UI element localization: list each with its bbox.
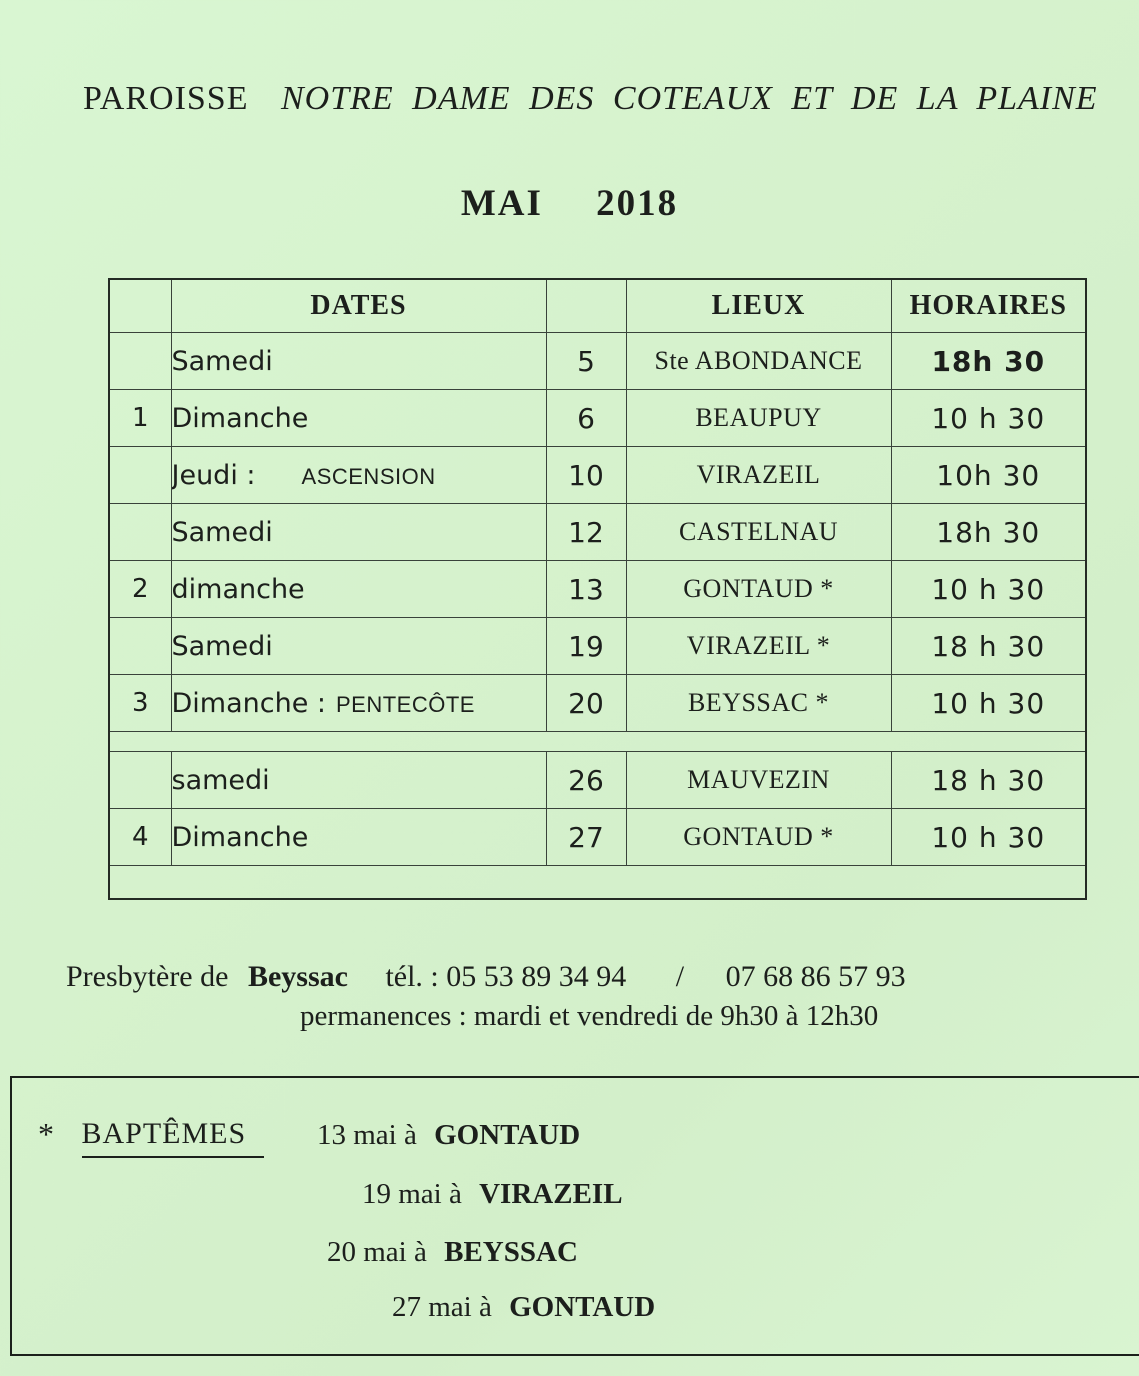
baptism-entry (327, 1236, 578, 1269)
baptism-date: 27 mai à (392, 1291, 492, 1323)
year-label: 2018 (596, 183, 679, 224)
date-cell: 10 (546, 447, 626, 504)
horaire-cell: 18 h 30 (891, 618, 1086, 675)
date-cell: 20 (546, 675, 626, 732)
date-cell: 13 (546, 561, 626, 618)
lieu-cell: VIRAZEIL (626, 447, 891, 504)
week-cell (109, 333, 171, 390)
month-label: MAI (460, 183, 543, 224)
week-cell: 1 (109, 390, 171, 447)
baptism-place: GONTAUD (434, 1119, 581, 1151)
lieu-cell: MAUVEZIN (626, 752, 891, 809)
lieu-cell: VIRAZEIL * (626, 618, 891, 675)
header-lieux: LIEUX (626, 279, 891, 333)
day-cell: Samedi (171, 618, 546, 675)
day-cell: Samedi (171, 504, 546, 561)
week-cell (109, 752, 171, 809)
day-cell: Dimanche (171, 809, 546, 866)
title-parish-word: PAROISSE (83, 80, 249, 117)
phone-number-1: tél. : 05 53 89 34 94 (385, 960, 627, 993)
presbytery-name: Beyssac (247, 960, 348, 993)
baptism-entry (392, 1291, 655, 1324)
table-row (109, 561, 1086, 618)
table-row (109, 504, 1086, 561)
week-cell: 3 (109, 675, 171, 732)
date-cell: 5 (546, 333, 626, 390)
lieu-cell: GONTAUD * (626, 561, 891, 618)
lieu-cell: Ste ABONDANCE (626, 333, 891, 390)
contact-block (66, 960, 1096, 1033)
date-cell: 27 (546, 809, 626, 866)
date-cell: 26 (546, 752, 626, 809)
week-cell (109, 447, 171, 504)
day-cell: samedi (171, 752, 546, 809)
schedule-table (108, 278, 1087, 900)
table-row (109, 675, 1086, 732)
table-row (109, 618, 1086, 675)
baptism-entry (362, 1178, 623, 1211)
baptism-place: VIRAZEIL (479, 1178, 623, 1210)
baptism-date: 20 mai à (327, 1236, 427, 1268)
horaire-cell: 18h 30 (891, 333, 1086, 390)
title-parish-name: NOTRE DAME DES COTEAUX ET DE LA PLAINE (280, 80, 1098, 117)
horaire-cell: 10 h 30 (891, 809, 1086, 866)
date-cell: 12 (546, 504, 626, 561)
week-cell: 4 (109, 809, 171, 866)
feast-label: PENTECÔTE (336, 691, 475, 717)
date-cell: 6 (546, 390, 626, 447)
table-row (109, 447, 1086, 504)
day-cell: Jeudi : ASCENSION (171, 447, 546, 504)
horaire-cell: 10h 30 (891, 447, 1086, 504)
table-row (109, 809, 1086, 866)
horaire-cell: 10 h 30 (891, 390, 1086, 447)
table-row (109, 333, 1086, 390)
baptisms-box (10, 1076, 1139, 1356)
week-cell (109, 618, 171, 675)
feast-label: ASCENSION (301, 463, 436, 489)
day-cell: Samedi (171, 333, 546, 390)
horaire-cell: 10 h 30 (891, 675, 1086, 732)
presbytery-label: Presbytère de (66, 960, 229, 993)
table-row (109, 752, 1086, 809)
separator-row (109, 732, 1086, 752)
month-heading (0, 182, 1139, 225)
phone-separator: / (675, 960, 685, 993)
lieu-cell: GONTAUD * (626, 809, 891, 866)
horaire-cell: 18 h 30 (891, 752, 1086, 809)
table-row (109, 390, 1086, 447)
asterisk-icon: * (38, 1116, 54, 1152)
week-cell (109, 504, 171, 561)
header-horaires: HORAIRES (891, 279, 1086, 333)
baptism-date: 13 mai à (317, 1119, 417, 1151)
lieu-cell: BEAUPUY (626, 390, 891, 447)
baptisms-header (38, 1116, 264, 1158)
baptism-date: 19 mai à (362, 1178, 462, 1210)
header-dates: DATES (171, 279, 546, 333)
week-cell: 2 (109, 561, 171, 618)
day-cell: dimanche (171, 561, 546, 618)
baptism-place: GONTAUD (509, 1291, 656, 1323)
table-header-row (109, 279, 1086, 333)
horaire-cell: 10 h 30 (891, 561, 1086, 618)
day-cell: Dimanche (171, 390, 546, 447)
baptism-entry (317, 1119, 580, 1152)
lieu-cell: BEYSSAC * (626, 675, 891, 732)
header-daynum (546, 279, 626, 333)
empty-row (109, 866, 1086, 900)
lieu-cell: CASTELNAU (626, 504, 891, 561)
date-cell: 19 (546, 618, 626, 675)
office-hours: permanences : mardi et vendredi de 9h30 à 12h30 (300, 1000, 879, 1032)
baptisms-title: BAPTÊMES (82, 1117, 265, 1158)
page-title (83, 80, 1098, 118)
day-cell: Dimanche : PENTECÔTE (171, 675, 546, 732)
horaire-cell: 18h 30 (891, 504, 1086, 561)
phone-number-2: 07 68 86 57 93 (725, 960, 906, 993)
baptism-place: BEYSSAC (444, 1236, 578, 1268)
header-week (109, 279, 171, 333)
contact-line1 (66, 960, 1096, 994)
